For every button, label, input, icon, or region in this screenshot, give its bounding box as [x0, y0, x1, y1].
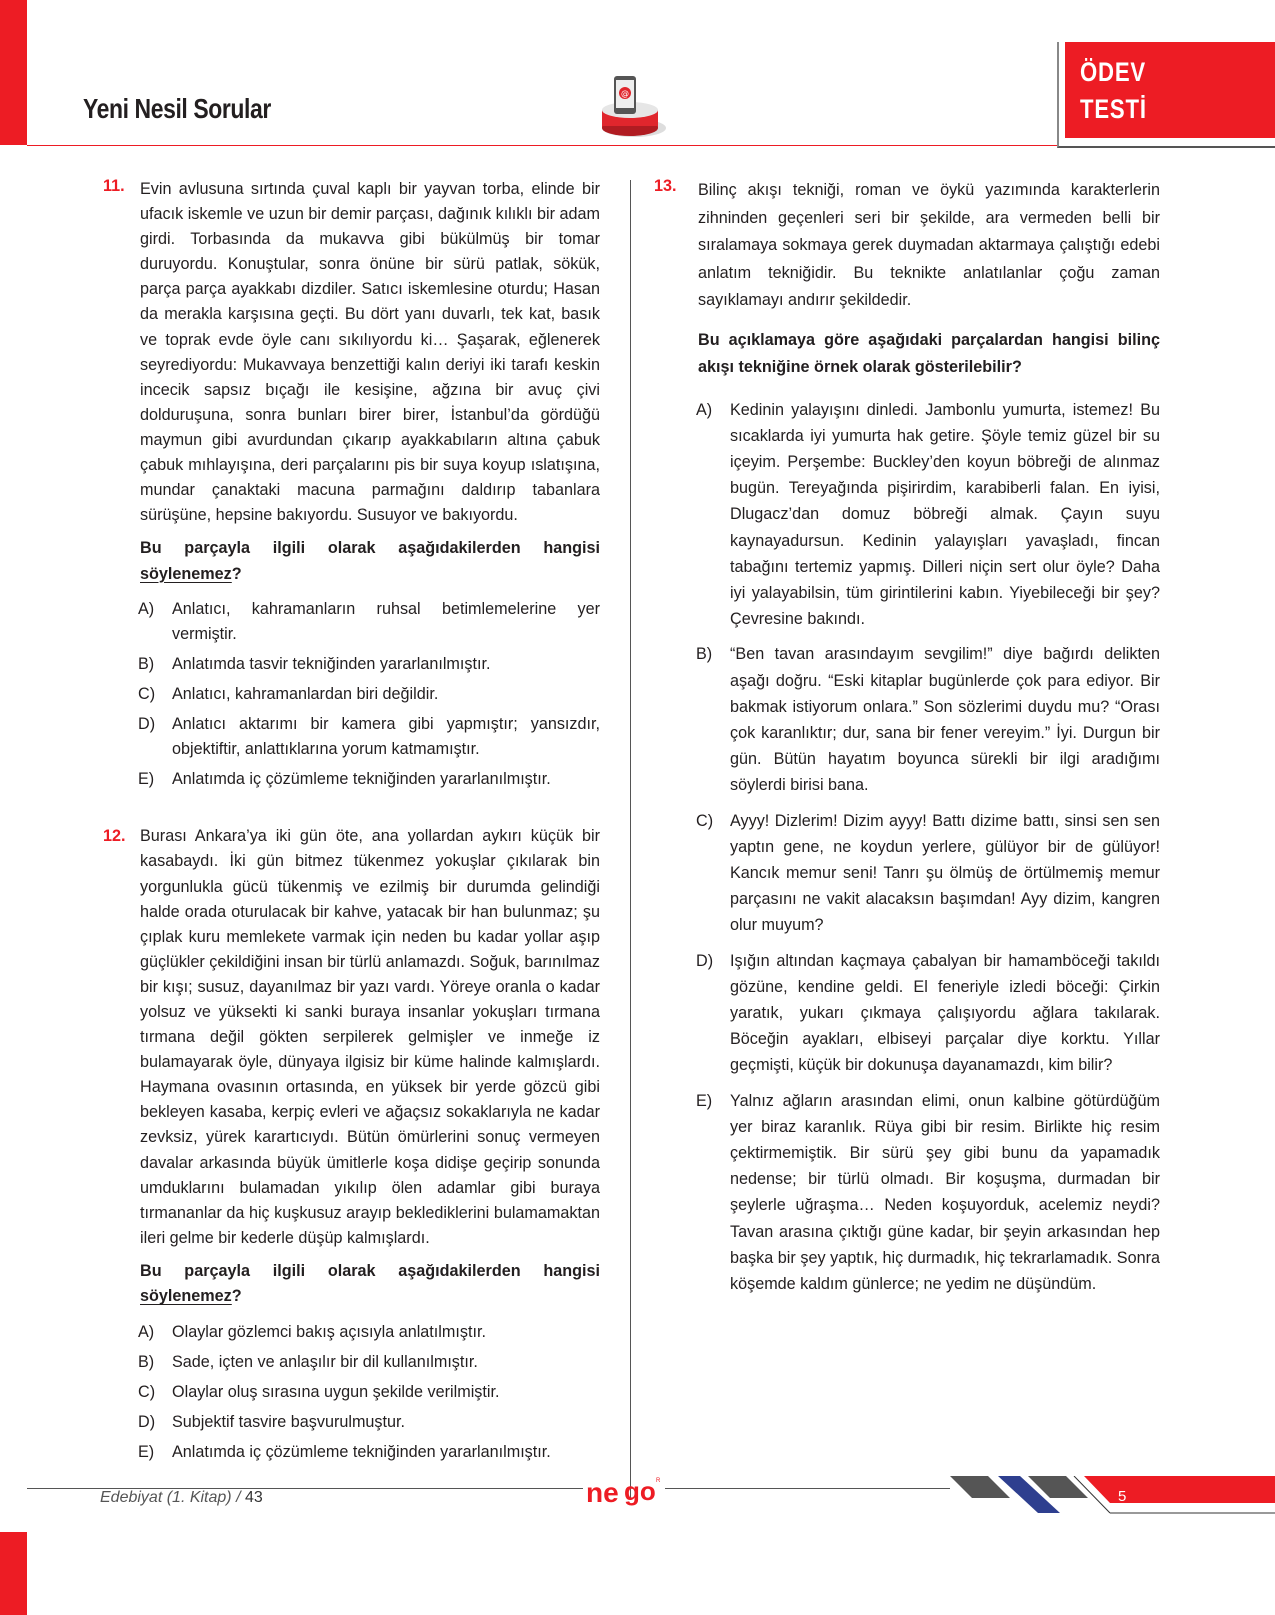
question-13	[698, 177, 1160, 1297]
answer-option-b[interactable]	[140, 652, 600, 677]
question-stem	[140, 1259, 600, 1310]
book-page-number: 43	[244, 1489, 263, 1506]
stem-suffix: ?	[231, 1287, 242, 1306]
book-reference	[100, 1489, 263, 1507]
page-title: Yeni Nesil Sorular	[83, 93, 271, 124]
option-text: Anlatıcı aktarımı bir kamera gibi yapmıştır; yansızdır, objektiftir, anlattıklarına yorum katmamıştır.	[172, 715, 600, 759]
right-column	[698, 177, 1160, 1306]
option-text: Anlatımda iç çözümleme tekniğinden yararlanılmıştır.	[172, 1442, 551, 1461]
option-letter: D)	[138, 1412, 156, 1431]
option-text: Olaylar oluş sırasına uygun şekilde verilmiştir.	[172, 1382, 500, 1401]
answer-option-a[interactable]	[698, 397, 1160, 633]
option-letter: C)	[696, 811, 714, 830]
option-text: Anlatıcı, kahramanlardan biri değildir.	[172, 685, 439, 704]
option-letter: C)	[138, 1382, 156, 1401]
stem-underlined: söylenemez	[140, 1287, 232, 1306]
option-text: “Ben tavan arasındayım sevgilim!” diye bağırdı delikten aşağı doğru. “Eski kitaplar bugünlerde çok para ediyor. Bir bakmak istiyorum onlara.” Son sözlerimi duydu mu? “Orası çok karanlıktır; dur, sana bir fener vereyim.” İyi. Durgun bir gün. Bütün hayatım boyunca sürekli bir ilgi aradığımı söylerdi birisi bana.	[730, 645, 1160, 795]
option-text: Sade, içten ve anlaşılır bir dil kullanılmıştır.	[172, 1352, 478, 1371]
red-side-bar-top	[0, 0, 27, 145]
option-letter: D)	[138, 715, 156, 734]
badge-line-2: TESTİ	[1080, 94, 1147, 124]
answer-option-d[interactable]	[140, 1410, 600, 1435]
option-text: Subjektif tasvire başvurulmuştur.	[172, 1412, 406, 1431]
answer-option-c[interactable]	[140, 682, 600, 707]
left-column	[140, 177, 600, 1470]
answer-option-c[interactable]	[140, 1380, 600, 1405]
answer-option-b[interactable]	[140, 1350, 600, 1375]
option-letter: B)	[138, 1352, 155, 1371]
option-letter: A)	[696, 400, 713, 419]
question-12	[140, 824, 600, 1465]
answer-option-a[interactable]	[140, 597, 600, 647]
option-letter: E)	[138, 770, 155, 789]
stem-text: Bu parçayla ilgili olarak aşağıdakilerden hangisi	[140, 1261, 600, 1280]
question-stem: Bu açıklamaya göre aşağıdaki parçalardan hangisi bilinç akışı tekniğine örnek olarak gösterilebilir?	[698, 330, 1160, 376]
question-11	[140, 177, 600, 792]
question-passage: Burası Ankara’ya iki gün öte, ana yollardan aykırı küçük bir kasabaydı. İki gün bitmez tükenmez yokuşlar çıkılarak bin yorgunlukla gücü tükenmiş ve ezilmiş bir durumda gelindiği halde orada oturulacak bir kahve, yatacak bir han bulunmaz; şu çıplak kuru memlekete varmak için neden bu kadar yollar aşıp güçlükler çekildiğini insan bir türlü anlamazdı. Soğuk, barınılmaz bir kışı; susuz, dayanılmaz bir yazı vardı. Yöreye oranla o kadar yolsuz ve yüksekti ki sanki buraya insanlar yokuşları tırmana tırmana değil gökten serpilerek gelmişler ve inmeğe iz bulamayarak öyle, dünyaya ilgisiz bir küme halinde kalmışlardı. Haymana ovasının ortasında, en yüksek bir yerde gözcü gibi bekleyen kasaba, kerpiç evleri ve ağaçsız sokaklarıyla ne kadar zevksiz, yürek karartıcıydı. Bütün ömürlerini sonuç vermeyen davalar arkasında büyük ümitlerle koşa didişe geçirip sonunda umduklarını bulamadan yıkılıp ölen adamlar gibi buraya tırmananlar da hiç kuşkusuz arayıp beklediklerini bulamamaktan ileri gelme bir kederle düşüp kalmışlardı.	[140, 827, 600, 1247]
option-text: Ayyy! Dizlerim! Dizim ayyy! Battı dizime battı, sinsi sen sen yaptın gene, ne koydun yerlere, gülüyor bir de gülüyor! Kancık memur seni! Tanrı şu ölmüş de örtülmemiş memur parçasını ne vakit alacaksın başımdan! Ayy dizim, kangren olur muyum?	[730, 811, 1160, 935]
option-text: Anlatıcı, kahramanların ruhsal betimlemelerine yer vermiştir.	[172, 600, 600, 644]
option-text: Işığın altından kaçmaya çabalyan bir hamamböceği takıldı gözüne, kendine geldi. El feneriyle izledi böceği: Çirkin yaratık, yukarı çıkmaya çalışıyordu ağlara takılarak. Böceğin ayakları, elbiseyi parçalar diye korktu. Yıllar geçmişti, küçük bir dokunuşa dayanamazdı, kim bilir?	[730, 951, 1160, 1075]
stem-underlined: söylenemez	[140, 564, 232, 583]
stem-text: Bu parçayla ilgili olarak aşağıdakilerden hangisi	[140, 539, 600, 558]
question-number: 12.	[103, 827, 126, 845]
question-passage: Evin avlusuna sırtında çuval kaplı bir yayvan torba, elinde bir ufacık iskemle ve uzun bir demir parçası, dağınık kılıklı bir adam girdi. Torbasında da mukavva gibi bükülmüş bir tomar duruyordu. Konuştular, sonra önüne bir sürü patlak, sökük, parça parça ayakkabı dizdiler. Satıcı iskemlesine oturdu; Hasan da merakla karşısına geçti. Bu dört yanı duvarlı, tek kat, basık ve toprak evde öyle canı sıkılıyordu ki… Şaşarak, eğlenerek seyrediyordu: Mukavvaya benzettiği kalın deriyi iki tarafı keskin incecik sapsız bıçağı ile kesişine, ağzına bir avuç çivi dolduruşuna, sonra bunları birer birer, İstanbul’da gördüğü maymun gibi avurdundan çıkarıp ayakkabıların altına çabuk çabuk mıhlayışına, deri parçalarını pis bir suya koyup ıslatışına, mundar çanaktaki macuna parmağını daldırıp tabanlara sürüşüne, hepsine bakıyordu. Susuyor ve bakıyordu.	[140, 180, 600, 525]
option-letter: A)	[138, 1322, 155, 1341]
answer-option-d[interactable]	[140, 712, 600, 762]
question-stem	[140, 536, 600, 587]
answer-option-a[interactable]	[140, 1320, 600, 1345]
footer-divider-right	[665, 1488, 950, 1489]
red-side-bar-bottom	[0, 1532, 27, 1615]
option-text: Kedinin yalayışını dinledi. Jambonlu yumurta, istemez! Bu sıcaklarda iyi yumurta hak getire. Şöyle temiz güzel bir su içeyim. Perşembe: Buckley’den koyun böbreği de alınmaz bugün. Tereyağında pişirirdim, karabiberli falan. En iyisi, Dlugacz’dan domuz böbreği almak. Çayın suyu kaynayadursun. Kedinin yalayışları yavaşladı, fincan tabağını tertemiz yapmış. Dilleri niçin sert olur öyle? Daha iyi yalayabilsin, tüm girintilerini kabın. Yiyebileceği bir şey? Çevresine bakındı.	[730, 400, 1160, 629]
option-text: Yalnız ağların arasından elimi, onun kalbine götürdüğüm yer biraz karanlık. Rüya gibi bir resim. Birlikte hiç resim çektirmemiştik. Bir sürü şey gibi bunu da yapamadık nedense; bir türlü olmadı. Bir koşuşma, durmadan bir şeylerle uğraşma… Neden koşuyorduk, acelemiz neydi? Tavan arasına çıktığı güne kadar, bir şeyin arkasından hep başka bir şey yaptık, hiç durmadık, hiç tekrarlamadık. Sonra köşemde kaldım günlerce; ne yedim ne düşündüm.	[730, 1091, 1160, 1293]
svg-text:R: R	[656, 1478, 661, 1484]
option-letter: E)	[138, 1442, 155, 1461]
answer-option-e[interactable]	[698, 1088, 1160, 1298]
option-text: Anlatımda iç çözümleme tekniğinden yararlanılmıştır.	[172, 770, 551, 789]
answer-option-e[interactable]	[140, 1440, 600, 1465]
answer-option-b[interactable]	[698, 641, 1160, 798]
badge-line-1: ÖDEV	[1080, 57, 1147, 87]
book-title: Edebiyat (1. Kitap) /	[100, 1489, 241, 1506]
stem-suffix: ?	[231, 564, 242, 583]
svg-text:ne: ne	[586, 1477, 619, 1508]
option-letter: C)	[138, 685, 156, 704]
option-letter: B)	[138, 655, 155, 674]
option-letter: B)	[696, 645, 713, 664]
answer-option-c[interactable]	[698, 808, 1160, 939]
option-letter: D)	[696, 951, 714, 970]
answer-option-d[interactable]	[698, 948, 1160, 1079]
nego-publisher-logo-icon	[584, 1474, 662, 1512]
phone-pedestal-icon	[600, 72, 666, 142]
homework-test-badge	[1057, 42, 1275, 148]
page-number: 5	[1118, 1488, 1127, 1505]
question-number: 11.	[103, 177, 125, 195]
svg-text:go: go	[624, 1476, 656, 1506]
question-passage: Bilinç akışı tekniği, roman ve öykü yazımında karakterlerin zihninden geçenleri seri bir şekilde, ara vermeden belli bir sıralamaya sokmaya gerek duymadan aktarmaya çalıştığı edebi anlatım tekniğidir. Bu teknikte anlatılanlar çoğu zaman sayıklamayı andırır şekildedir.	[698, 181, 1160, 309]
question-number: 13.	[654, 177, 677, 195]
option-letter: A)	[138, 600, 155, 619]
decorative-stripes-icon	[950, 1476, 1275, 1536]
header-divider	[27, 145, 1057, 146]
column-divider	[630, 180, 631, 1500]
option-letter: E)	[696, 1091, 713, 1110]
option-text: Olaylar gözlemci bakış açısıyla anlatılmıştır.	[172, 1322, 486, 1341]
option-text: Anlatımda tasvir tekniğinden yararlanılmıştır.	[172, 655, 491, 674]
answer-option-e[interactable]	[140, 767, 600, 792]
svg-text:@: @	[621, 89, 629, 98]
